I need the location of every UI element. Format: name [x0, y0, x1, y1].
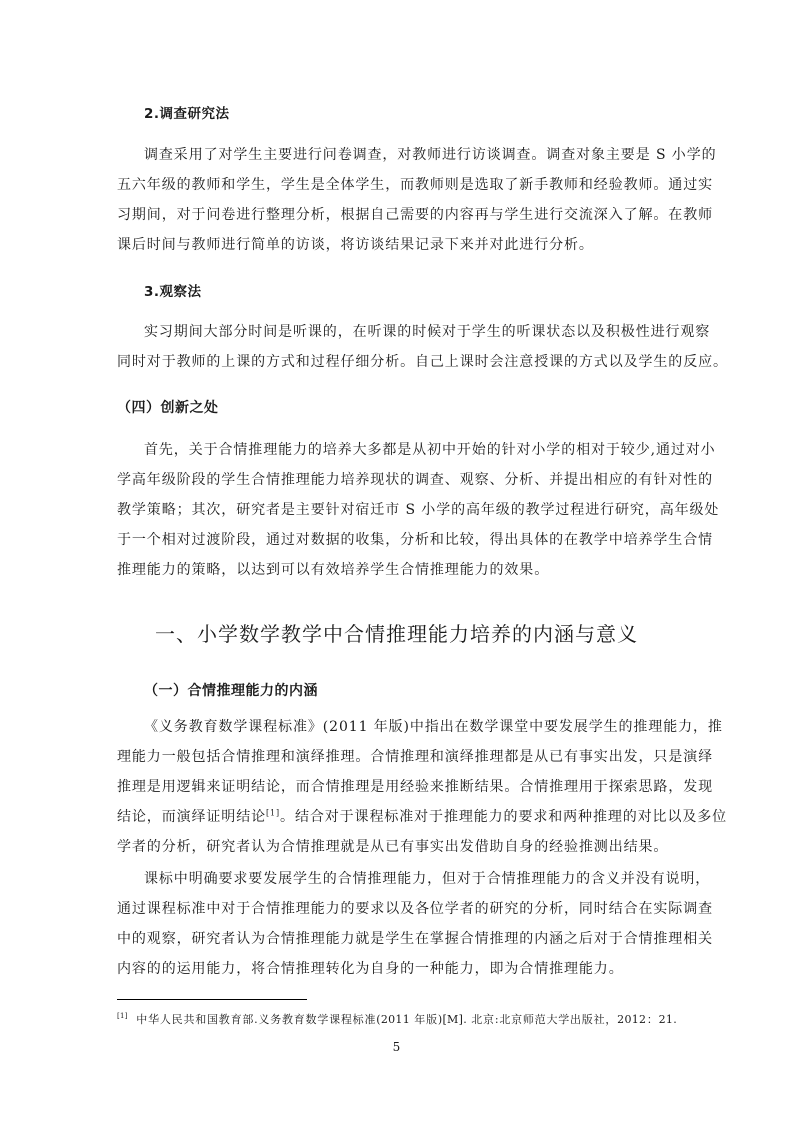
paragraph-line: 于一个相对过渡阶段，通过对数据的收集，分析和比较，得出具体的在教学中培养学生合情	[117, 532, 713, 548]
chapter-title: 一、小学数学教学中合情推理能力培养的内涵与意义	[155, 622, 638, 646]
footnote-marker: [1]	[117, 1012, 128, 1021]
heading-connotation: （一）合情推理能力的内涵	[144, 683, 318, 699]
paragraph-line: 五六年级的教师和学生，学生是全体学生，而教师则是选取了新手教师和经验教师。通过实	[117, 177, 713, 193]
paragraph-line: 学者的分析，研究者认为合情推理就是从已有事实出发借助自身的经验推测出结果。	[117, 839, 669, 855]
paragraph-line: 课后时间与教师进行简单的访谈，将访谈结果记录下来并对此进行分析。	[117, 237, 594, 253]
paragraph-line: 理能力一般包括合情推理和演绎推理。合情推理和演绎推理都是从已有事实出发，只是演绎	[117, 749, 713, 765]
paragraph-line: 同时对于教师的上课的方式和过程仔细分析。自己上课时会注意授课的方式以及学生的反应。	[117, 354, 728, 370]
paragraph-line: 调查采用了对学生主要进行问卷调查，对教师进行访谈调查。调查对象主要是 S 小学的	[144, 147, 717, 163]
paragraph-line: 学高年级阶段的学生合情推理能力培养现状的调查、观察、分析、并提出相应的有针对性的	[117, 472, 713, 488]
paragraph-line: 《义务教育数学课程标准》(2011 年版)中指出在数学课堂中要发展学生的推理能力，推	[144, 719, 723, 735]
page-number: 5	[392, 1040, 401, 1054]
paragraph-line: 通过课程标准中对于合情推理能力的要求以及各位学者的研究的分析，同时结合在实际调查	[117, 901, 713, 917]
footnote-reference[interactable]: [1]	[266, 808, 281, 818]
paragraph-line: 习期间，对于问卷进行整理分析，根据自己需要的内容再与学生进行交流深入了解。在教师	[117, 207, 713, 223]
paragraph-line: 内容的的运用能力，将合情推理转化为自身的一种能力，即为合情推理能力。	[117, 961, 624, 977]
heading-observation-method: 3.观察法	[144, 284, 202, 300]
paragraph-line: 教学策略；其次，研究者是主要针对宿迁市 S 小学的高年级的教学过程进行研究，高年级处	[117, 502, 720, 518]
paragraph-line: 实习期间大部分时间是听课的，在听课的时候对于学生的听课状态以及积极性进行观察	[144, 324, 711, 340]
paragraph-line: 推理是用逻辑来证明结论，而合情推理是用经验来推断结果。合情推理用于探索思路，发现	[117, 779, 713, 795]
paragraph-line: 首先，关于合情推理能力的培养大多都是从初中开始的针对小学的相对于较少,通过对小	[144, 442, 716, 458]
paragraph-line: 推理能力的策略，以达到可以有效培养学生合情推理能力的效果。	[117, 562, 550, 578]
footnote-divider	[117, 999, 307, 1000]
paragraph-line: 中的观察，研究者认为合情推理能力就是学生在掌握合情推理的内涵之后对于合情推理相关	[117, 931, 713, 947]
heading-survey-method: 2.调查研究法	[144, 106, 230, 122]
paragraph-line	[117, 807, 728, 827]
line-text: 。结合对于课程标准对于推理能力的要求和两种推理的对比以及多位	[280, 809, 728, 825]
heading-innovation: （四）创新之处	[117, 400, 219, 416]
line-text: 结论，而演绎证明结论	[117, 809, 266, 825]
footnote	[117, 1011, 677, 1027]
footnote-text: 中华人民共和国教育部.义务教育数学课程标准(2011 年版)[M]. 北京:北京师范大学出版社，2012：21.	[135, 1013, 677, 1026]
paragraph-line: 课标中明确要求要发展学生的合情推理能力，但对于合情推理能力的含义并没有说明，	[144, 871, 711, 887]
